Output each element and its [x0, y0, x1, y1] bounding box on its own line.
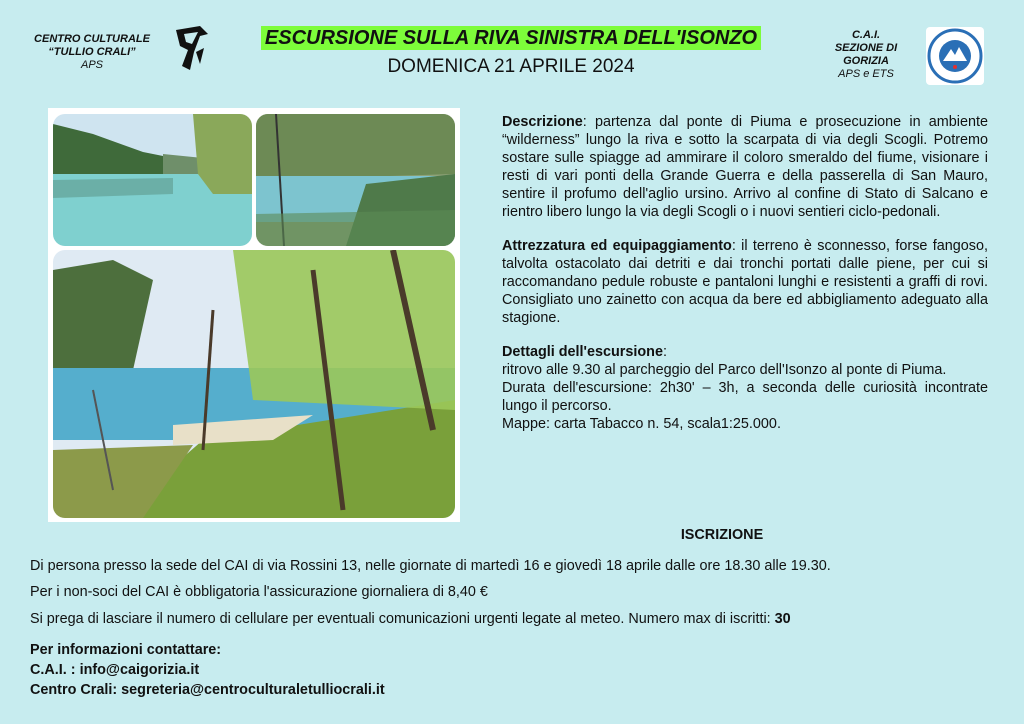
photo-collage	[48, 108, 460, 522]
org-right-block	[826, 29, 906, 81]
org-left-name: CENTRO CULTURALE	[34, 33, 150, 45]
details-label: Dettagli dell'escursione	[502, 344, 663, 360]
contacts-heading: Per informazioni contattare:	[30, 642, 222, 658]
crali-logo-icon	[170, 22, 214, 74]
contact-cai[interactable]: C.A.I. : info@caigorizia.it	[30, 662, 200, 678]
max-participants: 30	[774, 611, 791, 627]
org-right-line2: SEZIONE DI	[834, 42, 898, 54]
details-duration: Durata dell'escursione: 2h30' – 3h, a seconda delle curiosità incontrate lungo il percorso.	[502, 380, 988, 414]
registration-line-3-text: Si prega di lasciare il numero di cellulare per eventuali comunicazioni urgenti legate al meteo. Numero max di iscritti:	[30, 611, 775, 627]
contact-crali[interactable]: Centro Crali: segreteria@centroculturaletulliocrali.it	[30, 682, 385, 698]
org-right-line4: APS e ETS	[838, 68, 894, 80]
org-left-name2: “TULLIO CRALI”	[48, 46, 136, 58]
river-photo-3	[53, 250, 455, 518]
details-colon: :	[662, 344, 667, 360]
equipment-label: Attrezzatura ed equipaggiamento	[502, 238, 732, 254]
event-date: DOMENICA 21 APRILE 2024	[387, 56, 635, 77]
description-column	[502, 113, 988, 433]
equipment-paragraph	[502, 237, 988, 327]
cai-logo-icon	[926, 27, 984, 85]
details-block	[502, 343, 988, 433]
registration-title: ISCRIZIONE	[680, 527, 764, 543]
registration-line-3	[30, 611, 791, 627]
description-paragraph	[502, 113, 988, 221]
event-title: ESCURSIONE SULLA RIVA SINISTRA DELL'ISONZO	[261, 26, 761, 50]
title-block	[238, 26, 784, 78]
registration-line-1: Di persona presso la sede del CAI di via Rossini 13, nelle giornate di martedì 16 e giovedì 18 aprile dalle ore 18.30 alle 19.30.	[30, 558, 831, 574]
river-photo-2	[256, 114, 455, 246]
description-text: : partenza dal ponte di Piuma e prosecuzione in ambiente “wilderness” lungo la riva e sotto la scarpata di via degli Scogli. Potremo sostare sulle spiagge ad ammirare il coloro smeraldo del fiume, visionare i resti di vari ponti della Grande Guerra e della passerella di San Mauro, sentire il profumo dell'aglio ursino. Arrivo al confine di Stato di Salcano e rientro libero lungo la via degli Scogli o i nuovi sentieri ciclo-pedonali.	[502, 114, 988, 220]
details-meeting: ritrovo alle 9.30 al parcheggio del Parco dell'Isonzo al ponte di Piuma.	[502, 362, 947, 378]
contacts-block	[30, 640, 385, 700]
river-photo-1	[53, 114, 252, 246]
org-right-line3: GORIZIA	[843, 55, 889, 67]
org-left-block	[22, 33, 162, 72]
registration-line-2: Per i non-soci del CAI è obbligatoria l'assicurazione giornaliera di 8,40 €	[30, 584, 488, 600]
description-label: Descrizione	[502, 114, 583, 130]
equipment-text: : il terreno è sconnesso, forse fangoso, talvolta ostacolato dai detriti e dai tronchi portati dalle piene, per cui si raccomandano pedule robuste e pantaloni lunghi e resistenti a graffi di rovi. Consigliato uno zainetto con acqua da bere ed abbigliamento adeguato alla stagione.	[502, 238, 988, 326]
details-maps: Mappe: carta Tabacco n. 54, scala1:25.000.	[502, 416, 781, 432]
org-right-line1: C.A.I.	[851, 29, 881, 41]
org-left-type: APS	[80, 59, 103, 71]
